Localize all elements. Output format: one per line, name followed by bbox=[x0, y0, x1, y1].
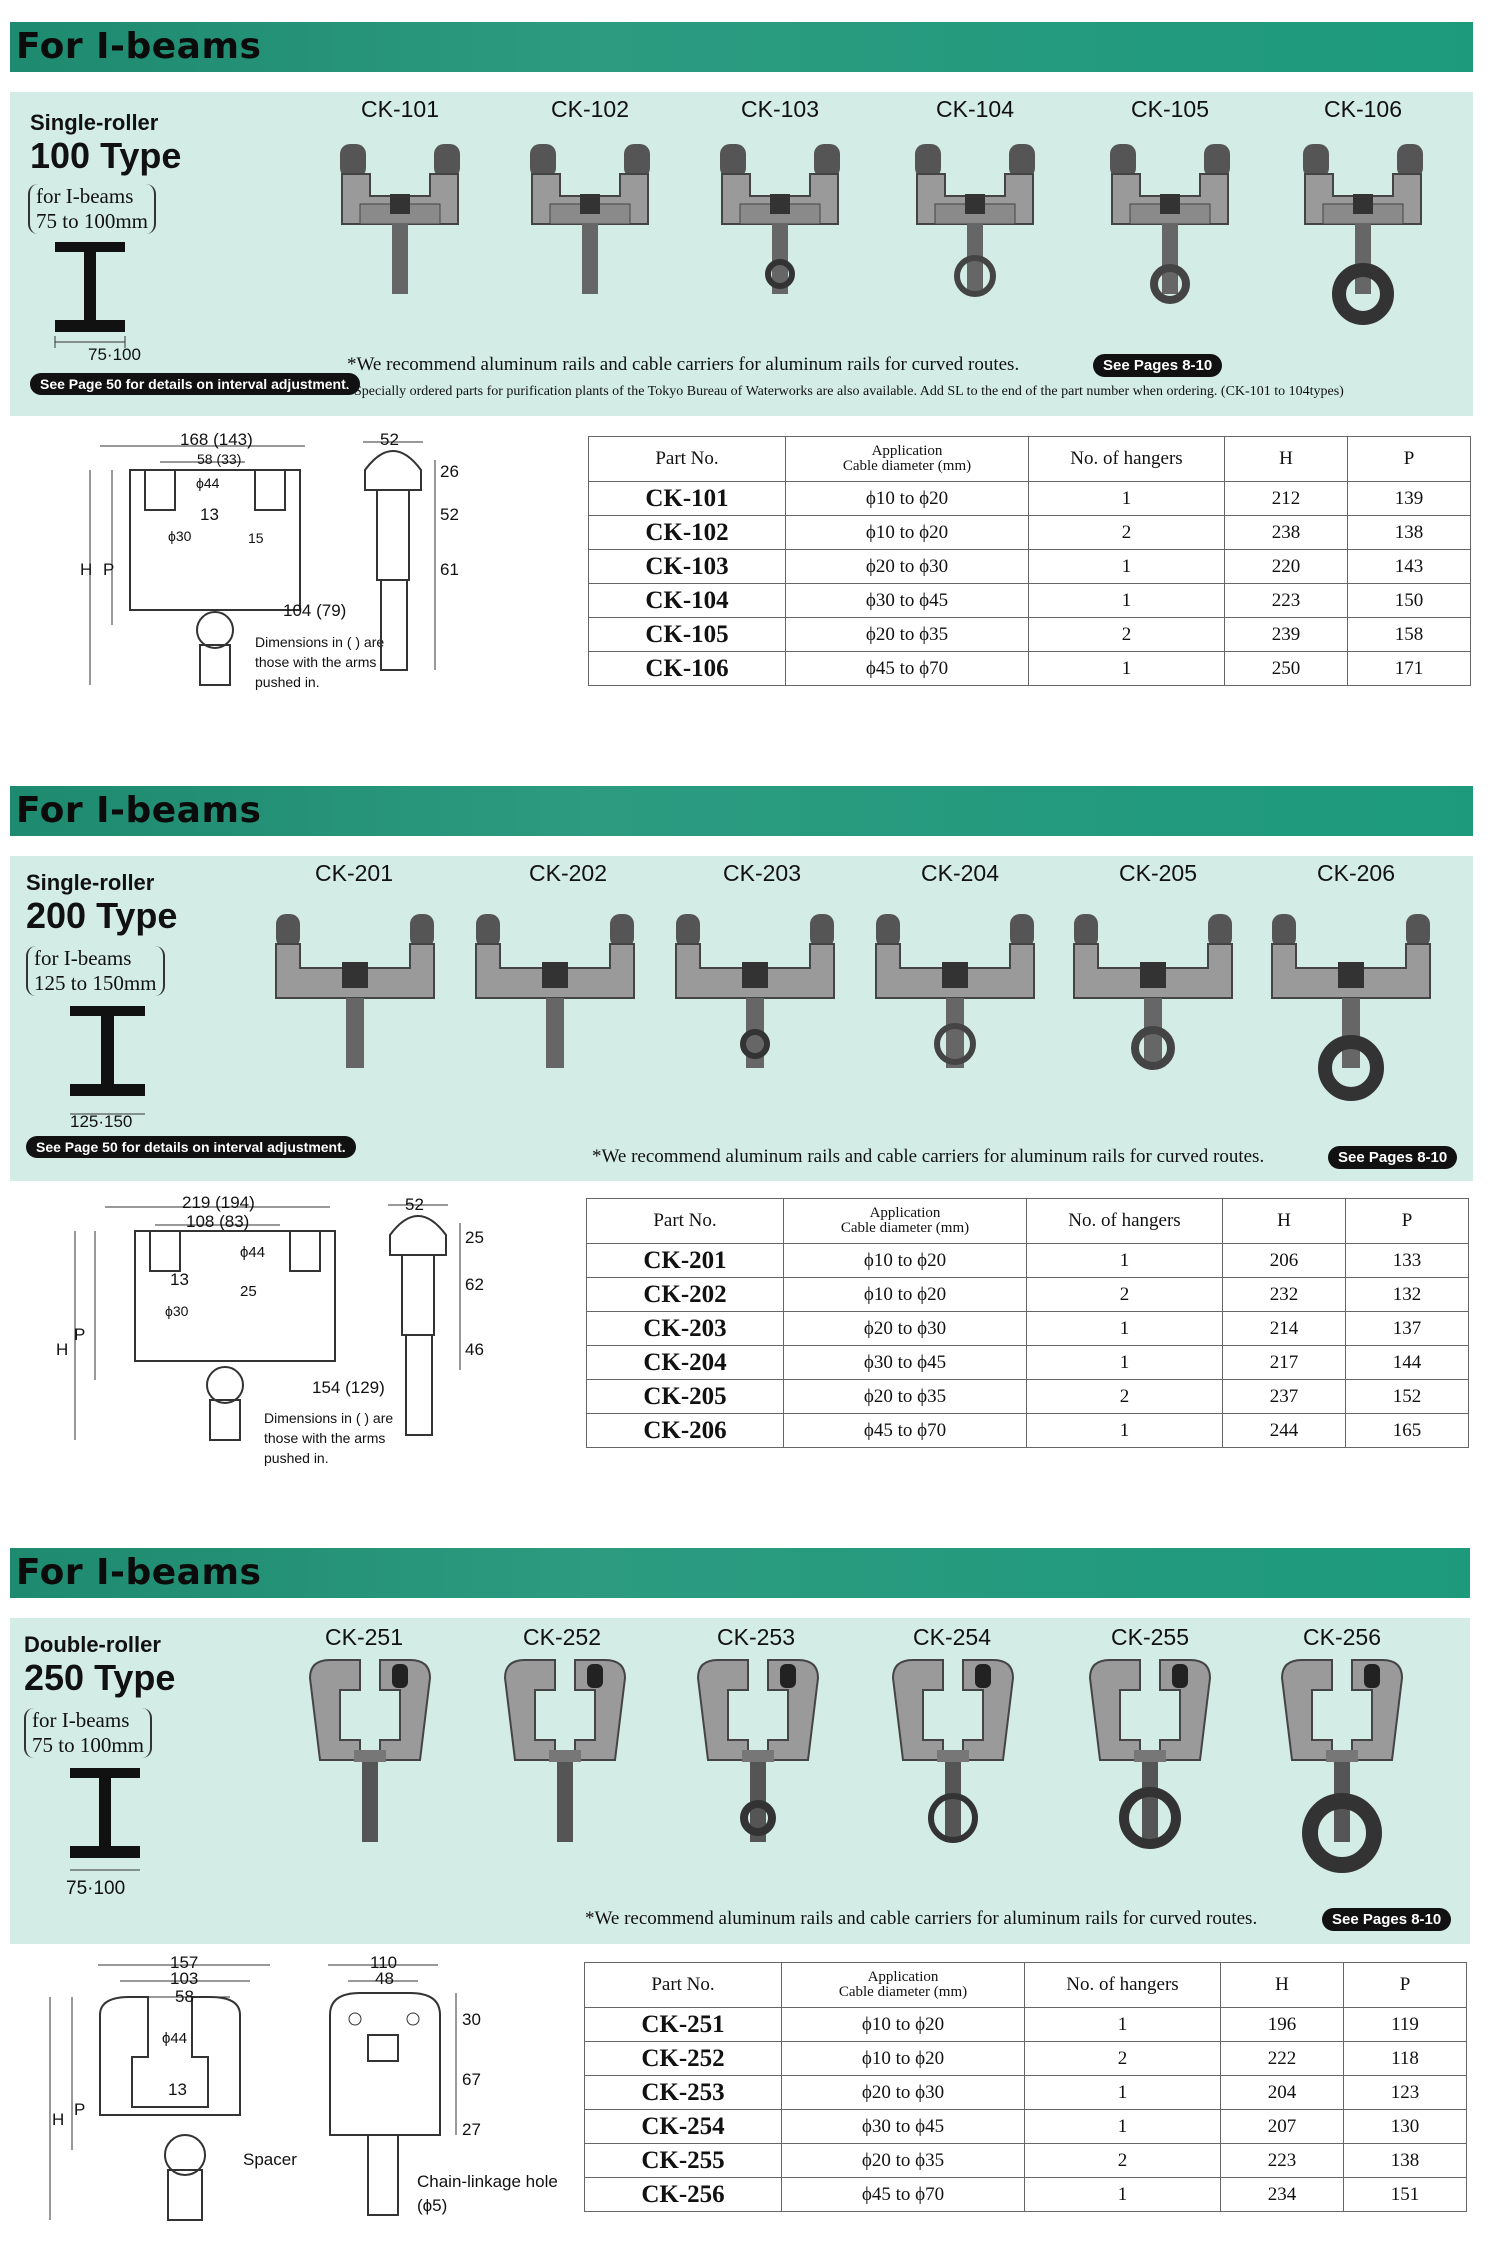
col-header: No. of hangers bbox=[1029, 437, 1225, 482]
section-band bbox=[10, 786, 1473, 836]
band-title: For I-beams bbox=[16, 790, 262, 831]
dim-label: 219 (194) bbox=[182, 1193, 255, 1212]
table-row bbox=[589, 550, 1471, 584]
table-cell: 138 bbox=[1344, 2144, 1467, 2178]
table-cell: 1 bbox=[1025, 2008, 1221, 2042]
interval-badge[interactable]: See Page 50 for details on interval adjustment. bbox=[30, 373, 360, 395]
col-header: Cable diameter (mm) bbox=[840, 1220, 970, 1236]
col-header: P bbox=[1348, 437, 1471, 482]
table-cell: 2 bbox=[1027, 1380, 1223, 1414]
range-line: 75 to 100mm bbox=[36, 209, 149, 233]
table-cell: ϕ10 to ϕ20 bbox=[786, 482, 1029, 516]
table-row bbox=[589, 618, 1471, 652]
beam-dimension: 125·150 bbox=[70, 1112, 133, 1131]
dim-label: 30 bbox=[462, 2010, 481, 2029]
col-header-application bbox=[784, 1199, 1027, 1244]
product-code: CK-205 bbox=[1119, 860, 1197, 886]
dim-label: 13 bbox=[168, 2080, 187, 2099]
table-cell: 214 bbox=[1223, 1312, 1346, 1346]
table-cell: 118 bbox=[1344, 2042, 1467, 2076]
dim-label: P bbox=[74, 1325, 86, 1344]
col-header: H bbox=[1225, 437, 1348, 482]
dim-label: 104 (79) bbox=[283, 601, 347, 620]
ibeam-icon bbox=[65, 1006, 155, 1126]
col-header: Application bbox=[867, 1969, 939, 1985]
table-cell: ϕ45 to ϕ70 bbox=[784, 1414, 1027, 1448]
table-cell: ϕ20 to ϕ30 bbox=[784, 1312, 1027, 1346]
diagram-footnote: Dimensions in ( ) are those with the arms pushed in. bbox=[255, 634, 385, 690]
dim-label: Spacer bbox=[243, 2150, 297, 2169]
part-number-cell: CK-203 bbox=[587, 1312, 784, 1346]
col-header: Cable diameter (mm) bbox=[842, 458, 972, 474]
table-cell: 223 bbox=[1221, 2144, 1344, 2178]
dim-label: 62 bbox=[465, 1275, 484, 1294]
spec-table bbox=[584, 1962, 1467, 2212]
dim-label: P bbox=[103, 560, 115, 579]
section-band bbox=[10, 1548, 1470, 1598]
table-cell: ϕ20 to ϕ35 bbox=[782, 2144, 1025, 2178]
table-cell: ϕ20 to ϕ35 bbox=[784, 1380, 1027, 1414]
product-code: CK-202 bbox=[529, 860, 607, 886]
product-code: CK-104 bbox=[936, 96, 1014, 122]
part-number-cell: CK-105 bbox=[589, 618, 786, 652]
range-line: for I-beams bbox=[36, 184, 134, 208]
table-row bbox=[585, 2076, 1467, 2110]
product-images bbox=[270, 898, 1460, 1118]
product-code: CK-255 bbox=[1111, 1624, 1189, 1650]
part-number-cell: CK-104 bbox=[589, 584, 786, 618]
section-band bbox=[10, 22, 1473, 72]
table-cell: 234 bbox=[1221, 2178, 1344, 2212]
dim-label: 154 (129) bbox=[312, 1378, 385, 1397]
table-cell: ϕ30 to ϕ45 bbox=[784, 1346, 1027, 1380]
dim-label: 46 bbox=[465, 1340, 484, 1359]
note-text: *We recommend aluminum rails and cable carriers for aluminum rails for curved routes. bbox=[347, 354, 1020, 375]
range-line: 125 to 150mm bbox=[34, 971, 157, 995]
col-header: P bbox=[1346, 1199, 1469, 1244]
table-row bbox=[587, 1312, 1469, 1346]
table-cell: 204 bbox=[1221, 2076, 1344, 2110]
table-cell: ϕ20 to ϕ30 bbox=[782, 2076, 1025, 2110]
dim-label: 58 (33) bbox=[197, 451, 242, 467]
table-cell: 137 bbox=[1346, 1312, 1469, 1346]
part-number-cell: CK-201 bbox=[587, 1244, 784, 1278]
table-row bbox=[587, 1346, 1469, 1380]
col-header: Application bbox=[871, 443, 943, 459]
range-line: 75 to 100mm bbox=[32, 1733, 145, 1757]
table-cell: 1 bbox=[1025, 2110, 1221, 2144]
dim-label: 52 bbox=[440, 505, 459, 524]
table-row bbox=[585, 2008, 1467, 2042]
part-number-cell: CK-106 bbox=[589, 652, 786, 686]
table-row bbox=[587, 1244, 1469, 1278]
beam-range bbox=[24, 1708, 152, 1758]
beam-dimension: 75·100 bbox=[66, 1878, 126, 1899]
note-text: *We recommend aluminum rails and cable carriers for aluminum rails for curved routes. bbox=[585, 1908, 1258, 1929]
table-cell: 1 bbox=[1025, 2076, 1221, 2110]
col-header: H bbox=[1221, 1963, 1344, 2008]
product-code: CK-256 bbox=[1303, 1624, 1381, 1650]
table-cell: 1 bbox=[1027, 1312, 1223, 1346]
table-header-row bbox=[585, 1963, 1467, 2008]
product-code: CK-102 bbox=[551, 96, 629, 122]
table-cell: 143 bbox=[1348, 550, 1471, 584]
table-header-row bbox=[589, 437, 1471, 482]
diagram-footnote: Dimensions in ( ) are those with the arms pushed in. bbox=[264, 1410, 394, 1466]
part-number-cell: CK-252 bbox=[585, 2042, 782, 2076]
dim-label: 61 bbox=[440, 560, 459, 579]
roller-label: Single-roller bbox=[30, 110, 159, 135]
dim-label: 52 bbox=[380, 430, 399, 449]
col-header-application bbox=[786, 437, 1029, 482]
table-cell: 220 bbox=[1225, 550, 1348, 584]
note-text: *We recommend aluminum rails and cable carriers for aluminum rails for curved routes. bbox=[592, 1146, 1265, 1167]
range-line: for I-beams bbox=[32, 1708, 130, 1732]
table-header-row bbox=[587, 1199, 1469, 1244]
col-header: Application bbox=[869, 1205, 941, 1221]
table-row bbox=[589, 584, 1471, 618]
table-cell: 1 bbox=[1027, 1346, 1223, 1380]
table-row bbox=[585, 2144, 1467, 2178]
single-roller-carrier-image bbox=[276, 914, 434, 1068]
dim-label: 13 bbox=[200, 505, 219, 524]
dim-label: 157 bbox=[170, 1953, 199, 1972]
table-cell: 1 bbox=[1029, 550, 1225, 584]
type-name: 200 Type bbox=[26, 895, 178, 936]
table-row bbox=[589, 516, 1471, 550]
table-cell: 123 bbox=[1344, 2076, 1467, 2110]
table-cell: 158 bbox=[1348, 618, 1471, 652]
table-cell: 232 bbox=[1223, 1278, 1346, 1312]
dim-label: 67 bbox=[462, 2070, 481, 2089]
table-cell: ϕ45 to ϕ70 bbox=[782, 2178, 1025, 2212]
dim-label: H bbox=[80, 560, 93, 579]
beam-range bbox=[26, 946, 165, 996]
note-special: *Specially ordered parts for purification plants of the Tokyo Bureau of Waterworks are also available. Add SL to the end of the part number when ordering. (CK-101 to 104types) bbox=[347, 384, 1344, 399]
product-code: CK-201 bbox=[315, 860, 393, 886]
part-number-cell: CK-205 bbox=[587, 1380, 784, 1414]
table-cell: ϕ10 to ϕ20 bbox=[784, 1278, 1027, 1312]
part-number-cell: CK-206 bbox=[587, 1414, 784, 1448]
table-cell: 212 bbox=[1225, 482, 1348, 516]
product-code: CK-206 bbox=[1317, 860, 1395, 886]
table-cell: 217 bbox=[1223, 1346, 1346, 1380]
range-line: for I-beams bbox=[34, 946, 132, 970]
product-code: CK-105 bbox=[1131, 96, 1209, 122]
interval-badge[interactable]: See Page 50 for details on interval adjustment. bbox=[26, 1136, 356, 1158]
table-row bbox=[585, 2110, 1467, 2144]
ibeam-icon bbox=[50, 242, 130, 352]
pages-badge[interactable]: See Pages 8-10 bbox=[1322, 1908, 1451, 1931]
table-cell: 138 bbox=[1348, 516, 1471, 550]
table-row bbox=[589, 652, 1471, 686]
double-roller-carrier-image bbox=[310, 1660, 430, 1842]
dim-label: ϕ44 bbox=[240, 1244, 266, 1261]
product-code: CK-103 bbox=[741, 96, 819, 122]
part-number-cell: CK-256 bbox=[585, 2178, 782, 2212]
spec-table bbox=[588, 436, 1471, 686]
table-cell: 171 bbox=[1348, 652, 1471, 686]
dim-label: ϕ30 bbox=[165, 1303, 189, 1319]
table-cell: ϕ10 to ϕ20 bbox=[782, 2042, 1025, 2076]
col-header: Part No. bbox=[587, 1199, 784, 1244]
table-cell: 1 bbox=[1029, 652, 1225, 686]
band-title: For I-beams bbox=[16, 26, 262, 67]
col-header: H bbox=[1223, 1199, 1346, 1244]
spec-table bbox=[586, 1198, 1469, 1448]
part-number-cell: CK-103 bbox=[589, 550, 786, 584]
table-cell: 206 bbox=[1223, 1244, 1346, 1278]
ibeam-icon bbox=[65, 1768, 145, 1878]
product-panel bbox=[10, 856, 1473, 1181]
table-cell: 237 bbox=[1223, 1380, 1346, 1414]
chain-label: Chain-linkage hole bbox=[417, 2172, 558, 2191]
table-row bbox=[585, 2042, 1467, 2076]
col-header: Part No. bbox=[589, 437, 786, 482]
col-header: Cable diameter (mm) bbox=[838, 1984, 968, 2000]
table-row bbox=[587, 1278, 1469, 1312]
table-cell: 2 bbox=[1027, 1278, 1223, 1312]
product-code: CK-252 bbox=[523, 1624, 601, 1650]
product-code: CK-253 bbox=[717, 1624, 795, 1650]
dim-label: P bbox=[74, 2100, 86, 2119]
product-images bbox=[300, 1658, 1450, 1898]
dim-label: 52 bbox=[405, 1195, 424, 1214]
dim-label: 25 bbox=[465, 1228, 484, 1247]
table-cell: 196 bbox=[1221, 2008, 1344, 2042]
table-cell: 223 bbox=[1225, 584, 1348, 618]
table-cell: ϕ30 to ϕ45 bbox=[782, 2110, 1025, 2144]
part-number-cell: CK-251 bbox=[585, 2008, 782, 2042]
table-row bbox=[585, 2178, 1467, 2212]
table-row bbox=[587, 1380, 1469, 1414]
table-cell: 244 bbox=[1223, 1414, 1346, 1448]
dim-label: 25 bbox=[240, 1283, 257, 1300]
product-panel bbox=[10, 1618, 1470, 1944]
table-cell: 239 bbox=[1225, 618, 1348, 652]
dim-label: H bbox=[56, 1340, 69, 1359]
roller-label: Single-roller bbox=[26, 870, 155, 895]
table-cell: 2 bbox=[1029, 618, 1225, 652]
dim-label: 58 bbox=[175, 1987, 194, 2006]
roller-label: Double-roller bbox=[24, 1632, 161, 1657]
dim-label: 110 bbox=[370, 1953, 398, 1972]
band-title: For I-beams bbox=[16, 1552, 262, 1593]
table-cell: 2 bbox=[1025, 2042, 1221, 2076]
table-cell: ϕ30 to ϕ45 bbox=[786, 584, 1029, 618]
table-cell: ϕ10 to ϕ20 bbox=[782, 2008, 1025, 2042]
table-cell: ϕ10 to ϕ20 bbox=[784, 1244, 1027, 1278]
pages-badge[interactable]: See Pages 8-10 bbox=[1093, 354, 1222, 377]
dim-label: 13 bbox=[170, 1270, 189, 1289]
type-name: 100 Type bbox=[30, 135, 182, 176]
col-header: No. of hangers bbox=[1025, 1963, 1221, 2008]
table-cell: 238 bbox=[1225, 516, 1348, 550]
table-cell: 144 bbox=[1346, 1346, 1469, 1380]
part-number-cell: CK-202 bbox=[587, 1278, 784, 1312]
table-cell: 2 bbox=[1029, 516, 1225, 550]
part-number-cell: CK-254 bbox=[585, 2110, 782, 2144]
table-cell: 1 bbox=[1029, 482, 1225, 516]
table-cell: ϕ10 to ϕ20 bbox=[786, 516, 1029, 550]
table-cell: ϕ20 to ϕ35 bbox=[786, 618, 1029, 652]
part-number-cell: CK-253 bbox=[585, 2076, 782, 2110]
pages-badge[interactable]: See Pages 8-10 bbox=[1328, 1146, 1457, 1169]
dim-label: 108 (83) bbox=[186, 1212, 250, 1231]
beam-dimension: 75·100 bbox=[88, 345, 141, 364]
part-number-cell: CK-204 bbox=[587, 1346, 784, 1380]
table-cell: 133 bbox=[1346, 1244, 1469, 1278]
product-code: CK-254 bbox=[913, 1624, 991, 1650]
single-roller-carrier-image bbox=[340, 144, 460, 294]
table-cell: 1 bbox=[1027, 1414, 1223, 1448]
table-cell: 151 bbox=[1344, 2178, 1467, 2212]
beam-range bbox=[28, 184, 156, 234]
table-cell: 165 bbox=[1346, 1414, 1469, 1448]
part-number-cell: CK-101 bbox=[589, 482, 786, 516]
table-row bbox=[587, 1414, 1469, 1448]
dim-label: 15 bbox=[248, 530, 264, 546]
col-header-application bbox=[782, 1963, 1025, 2008]
table-cell: 250 bbox=[1225, 652, 1348, 686]
table-cell: 222 bbox=[1221, 2042, 1344, 2076]
table-cell: 152 bbox=[1346, 1380, 1469, 1414]
table-cell: ϕ45 to ϕ70 bbox=[786, 652, 1029, 686]
col-header: Part No. bbox=[585, 1963, 782, 2008]
table-cell: 139 bbox=[1348, 482, 1471, 516]
product-code: CK-106 bbox=[1324, 96, 1402, 122]
table-cell: 130 bbox=[1344, 2110, 1467, 2144]
part-number-cell: CK-255 bbox=[585, 2144, 782, 2178]
col-header: No. of hangers bbox=[1027, 1199, 1223, 1244]
chain-diameter: (ϕ5) bbox=[417, 2196, 448, 2215]
table-cell: 132 bbox=[1346, 1278, 1469, 1312]
table-cell: 1 bbox=[1027, 1244, 1223, 1278]
table-cell: 1 bbox=[1025, 2178, 1221, 2212]
table-cell: 207 bbox=[1221, 2110, 1344, 2144]
product-panel bbox=[10, 92, 1473, 416]
product-code: CK-203 bbox=[723, 860, 801, 886]
dim-label: ϕ44 bbox=[196, 475, 220, 491]
dim-label: 27 bbox=[462, 2120, 481, 2139]
product-code: CK-101 bbox=[361, 96, 439, 122]
product-code: CK-204 bbox=[921, 860, 999, 886]
table-cell: 1 bbox=[1029, 584, 1225, 618]
dim-label: ϕ44 bbox=[162, 2030, 188, 2047]
product-code: CK-251 bbox=[325, 1624, 403, 1650]
type-name: 250 Type bbox=[24, 1657, 176, 1698]
table-cell: ϕ20 to ϕ30 bbox=[786, 550, 1029, 584]
dim-label: 48 bbox=[375, 1969, 394, 1988]
dimension-diagram-side bbox=[318, 1955, 498, 2245]
col-header: P bbox=[1344, 1963, 1467, 2008]
table-cell: 119 bbox=[1344, 2008, 1467, 2042]
part-number-cell: CK-102 bbox=[589, 516, 786, 550]
table-row bbox=[589, 482, 1471, 516]
dim-label: H bbox=[52, 2110, 65, 2129]
dim-label: 103 bbox=[170, 1969, 199, 1988]
table-cell: 150 bbox=[1348, 584, 1471, 618]
product-images bbox=[330, 134, 1440, 344]
table-cell: 2 bbox=[1025, 2144, 1221, 2178]
dim-label: 26 bbox=[440, 462, 459, 481]
dim-label: ϕ30 bbox=[168, 528, 192, 544]
dim-label: 168 (143) bbox=[180, 430, 253, 449]
